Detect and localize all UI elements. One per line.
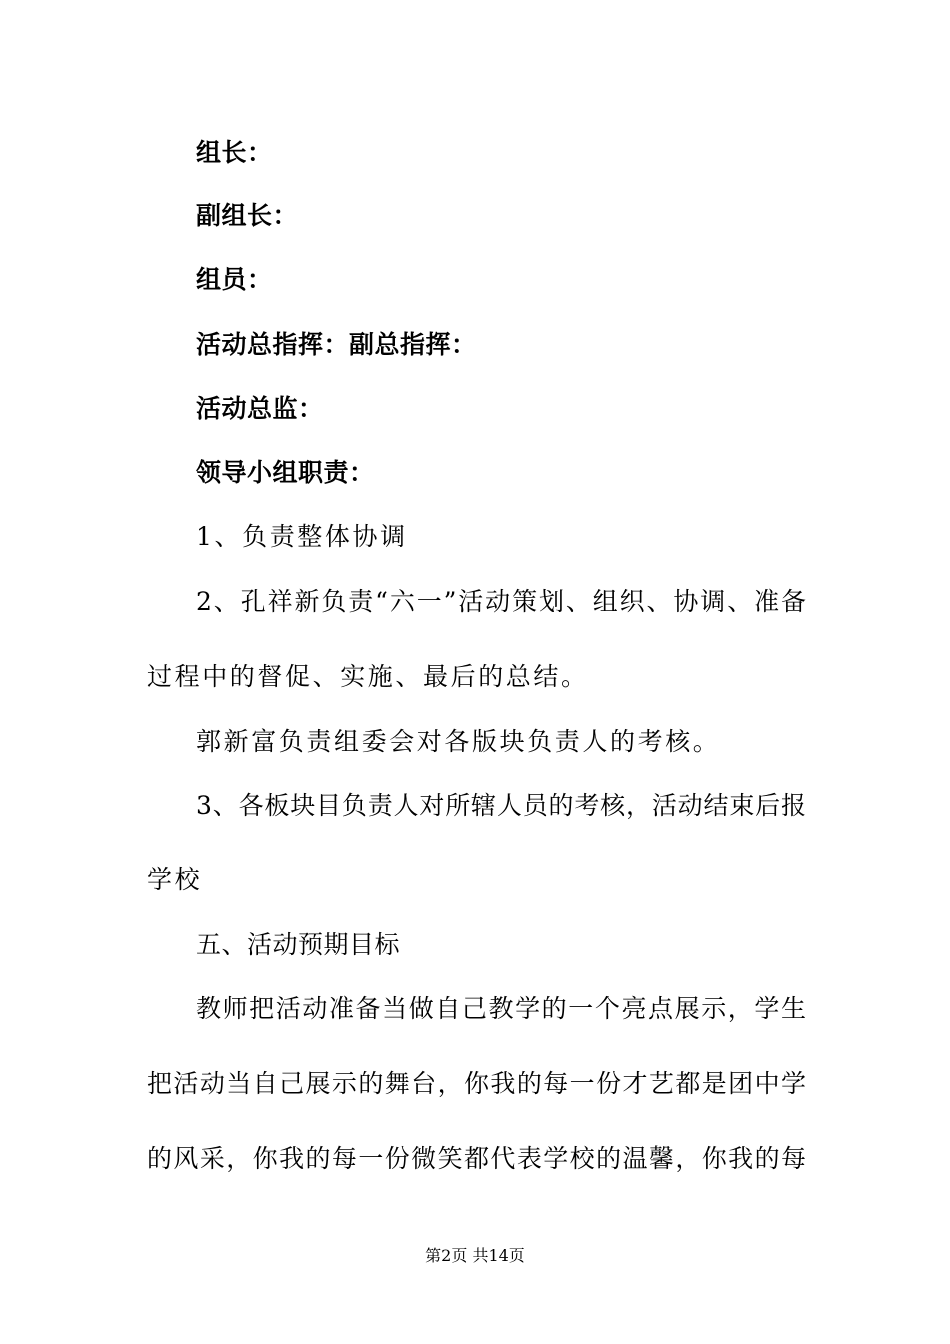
- commanders-label: 活动总指挥：副总指挥：: [196, 330, 477, 359]
- supervisor-label: 活动总监：: [196, 394, 324, 423]
- duty-item-2-line-2: 过程中的督促、实施、最后的总结。: [147, 662, 589, 691]
- duty-item-1: 1、负责整体协调: [196, 522, 408, 551]
- deputy-leader-label: 副组长：: [196, 201, 299, 230]
- duty-item-2-extra: 郭新富负责组委会对各版块负责人的考核。: [196, 727, 721, 756]
- duty-item-2-line-1: 2、孔祥新负责“六一”活动策划、组织、协调、准备: [196, 587, 806, 616]
- page-footer: 第2页 共14页: [425, 1246, 525, 1265]
- duty-item-3-line-1: 3、各板块目负责人对所辖人员的考核，活动结束后报: [196, 791, 806, 820]
- section-5-para-line-3: 的风采，你我的每一份微笑都代表学校的温馨，你我的每: [147, 1144, 806, 1173]
- section-5-para-line-1: 教师把活动准备当做自己教学的一个亮点展示，学生: [196, 994, 806, 1023]
- duties-title: 领导小组职责：: [196, 458, 375, 487]
- section-5-para-line-2: 把活动当自己展示的舞台，你我的每一份才艺都是团中学: [147, 1069, 806, 1098]
- leader-label: 组长：: [196, 138, 273, 167]
- duty-item-3-line-2: 学校: [147, 865, 203, 894]
- members-label: 组员：: [196, 265, 273, 294]
- section-5-title: 五、活动预期目标: [196, 930, 401, 959]
